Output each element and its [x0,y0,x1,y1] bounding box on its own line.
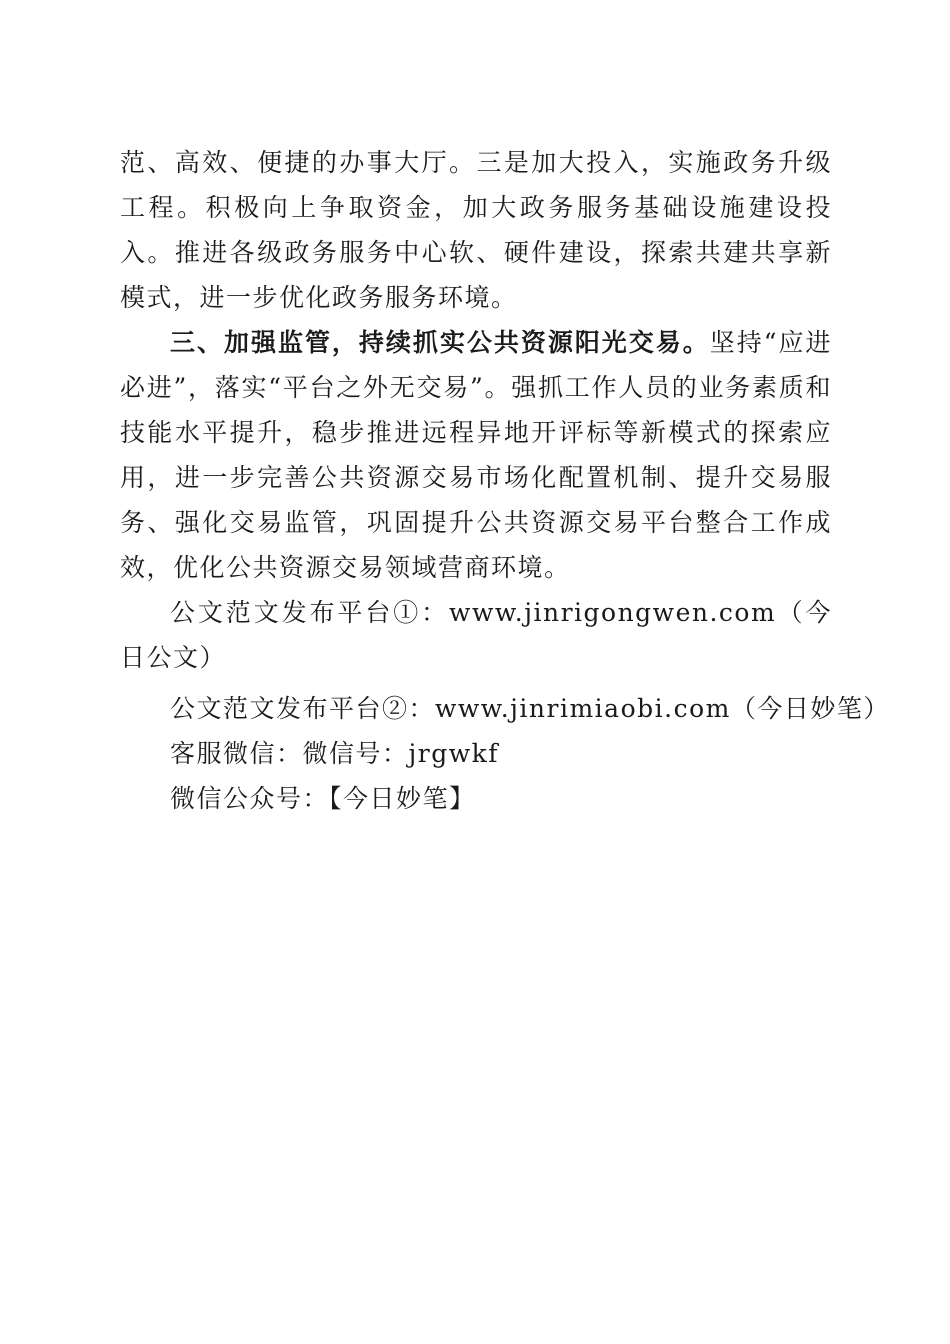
footer-platform-2 [120,686,890,731]
document-page [120,140,890,821]
footer-wechat-account [120,776,832,821]
footer-wechat-service-text: 客服微信：微信号：jrgwkf [170,739,500,768]
paragraph-text: 范、高效、便捷的办事大厅。三是加大投入，实施政务升级工程。积极向上争取资金，加大政务服务基础设施建设投入。推进各级政务服务中心软、硬件建设，探索共建共享新模式，进一步优化政务服务环境。 [120,148,832,312]
section-heading: 三、加强监管，持续抓实公共资源阳光交易。 [170,328,710,357]
section-paragraph [120,320,832,590]
body-paragraph [120,140,832,320]
footer-wechat-service [120,731,832,776]
section-body-text: 坚持“应进必进”，落实“平台之外无交易”。强抓工作人员的业务素质和技能水平提升，稳步推进远程异地开评标等新模式的探索应用，进一步完善公共资源交易市场化配置机制、提升交易服务、强化交易监管，巩固提升公共资源交易平台整合工作成效，优化公共资源交易领域营商环境。 [120,328,832,582]
footer-wechat-account-text: 微信公众号：【今日妙笔】 [170,784,476,813]
footer-platform-2-text: 公文范文发布平台②：www.jinrimiaobi.com（今日妙笔） [170,694,890,723]
footer-platform-1-text: 公文范文发布平台①：www.jinrigongwen.com（今日公文） [120,598,832,672]
footer-platform-1 [120,590,832,680]
